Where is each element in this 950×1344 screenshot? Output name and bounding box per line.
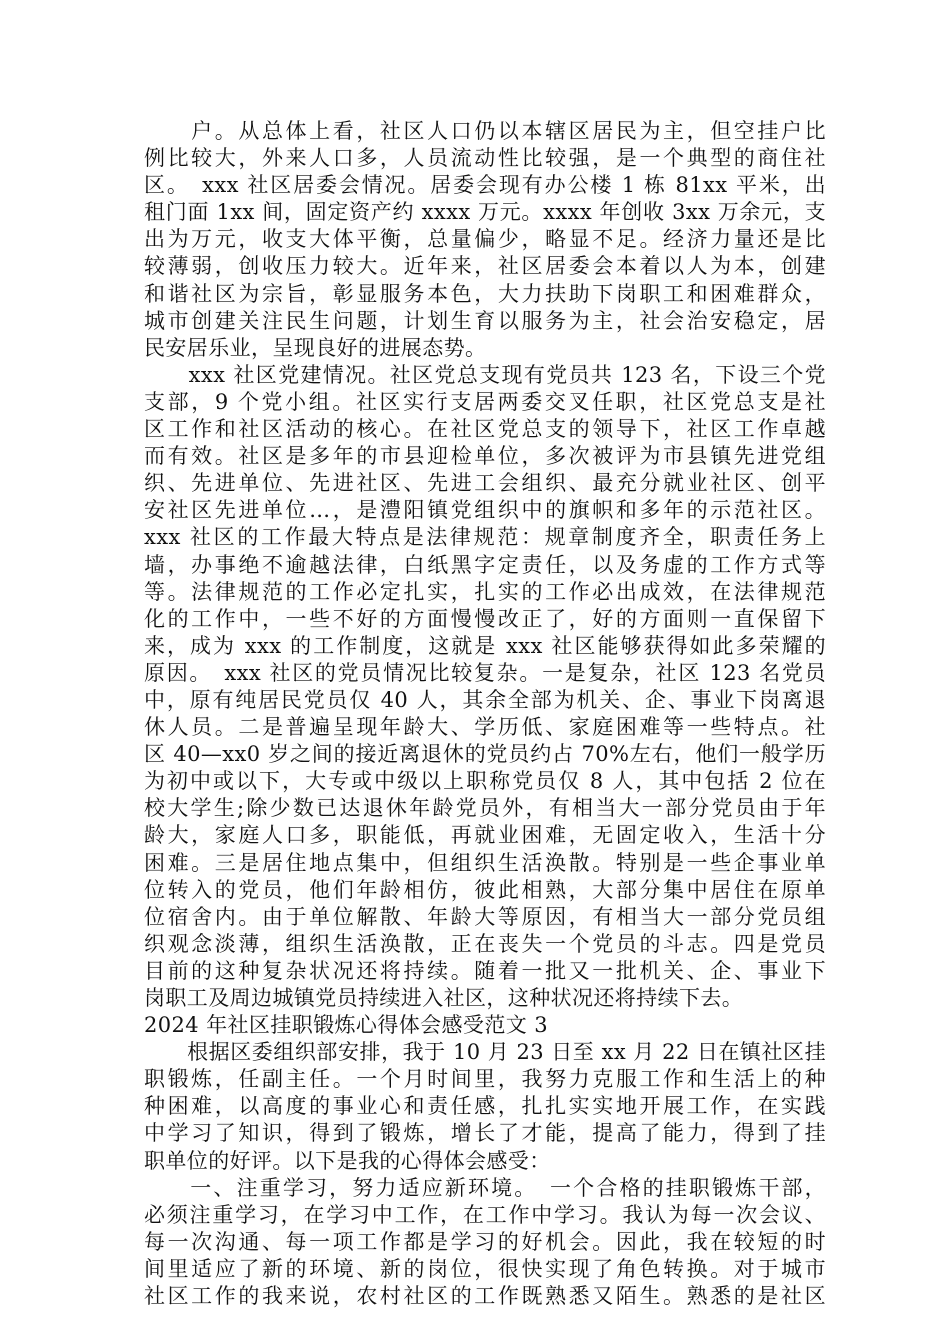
text-line: 和谐社区为宗旨，彰显服务本色，大力扶助下岗职工和困难群众，: [144, 281, 826, 306]
text-line: 墙，办事绝不逾越法律，白纸黑字定责任，以及务虚的工作方式等: [144, 552, 826, 577]
text-line: 种困难，以高度的事业心和责任感，扎扎实实地开展工作，在实践: [144, 1094, 826, 1119]
text-line: 等。法律规范的工作必定扎实，扎实的工作必出成效，在法律规范: [144, 579, 826, 604]
text-line: 区工作和社区活动的核心。在社区党总支的领导下，社区工作卓越: [144, 417, 826, 442]
text-line: 中，原有纯居民党员仅 40 人，其余全部为机关、企、事业下岗离退: [144, 687, 826, 712]
text-line: 安社区先进单位…，是澧阳镇党组织中的旗帜和多年的示范社区。: [144, 498, 826, 523]
text-line: 为初中或以下，大专或中级以上职称党员仅 8 人，其中包括 2 位在: [144, 769, 826, 794]
text-line: 职锻炼，任副主任。一个月时间里，我努力克服工作和生活上的种: [144, 1067, 826, 1092]
text-line: 出为万元，收支大体平衡，总量偏少，略显不足。经济力量还是比: [144, 227, 826, 252]
text-line: 目前的这种复杂状况还将持续。随着一批又一批机关、企、事业下: [144, 958, 826, 983]
text-line: 租门面 1xx 间，固定资产约 xxxx 万元。xxxx 年创收 3xx 万余元，支: [144, 200, 826, 225]
text-line: 较薄弱，创收压力较大。近年来，社区居委会本着以人为本，创建: [144, 254, 826, 279]
text-line: 职单位的好评。以下是我的心得体会感受：: [144, 1148, 551, 1173]
text-line: 必须注重学习，在学习中工作，在工作中学习。我认为每一次会议、: [144, 1202, 826, 1227]
text-line: 根据区委组织部安排，我于 10 月 23 日至 xx 月 22 日在镇社区挂: [144, 1040, 826, 1065]
text-line: 区 40—xx0 岁之间的接近离退休的党员约占 70%左右，他们一般学历: [144, 742, 826, 767]
text-line: 化的工作中，一些不好的方面慢慢改正了，好的方面则一直保留下: [144, 606, 826, 631]
text-line: 每一次沟通、每一项工作都是学习的好机会。因此，我在较短的时: [144, 1229, 826, 1254]
text-line: 位转入的党员，他们年龄相仿，彼此相熟，大部分集中居住在原单: [144, 877, 826, 902]
text-line: 休人员。二是普遍呈现年龄大、学历低、家庭困难等一些特点。社: [144, 715, 826, 740]
text-line: xxx 社区的工作最大特点是法律规范：规章制度齐全，职责任务上: [144, 525, 826, 550]
text-line: 原因。 xxx 社区的党员情况比较复杂。一是复杂，社区 123 名党员: [144, 660, 826, 685]
text-line: 支部，9 个党小组。社区实行支居两委交叉任职，社区党总支是社: [144, 389, 826, 414]
text-line: 2024 年社区挂职锻炼心得体会感受范文 3: [144, 1013, 548, 1038]
text-line: 间里适应了新的环境、新的岗位，很快实现了角色转换。对于城市: [144, 1256, 826, 1281]
text-line: 中学习了知识，得到了锻炼，增长了才能，提高了能力，得到了挂: [144, 1121, 826, 1146]
text-line: 位宿舍内。由于单位解散、年龄大等原因，有相当大一部分党员组: [144, 904, 826, 929]
text-line: xxx 社区党建情况。社区党总支现有党员共 123 名，下设三个党: [144, 362, 826, 387]
text-line: 岗职工及周边城镇党员持续进入社区，这种状况还将持续下去。: [144, 986, 744, 1010]
text-line: 而有效。社区是多年的市县迎检单位，多次被评为市县镇先进党组: [144, 444, 826, 469]
text-line: 困难。三是居住地点集中，但组织生活涣散。特别是一些企事业单: [144, 850, 826, 875]
text-line: 城市创建关注民生问题，计划生育以服务为主，社会治安稳定，居: [144, 308, 826, 333]
text-line: 校大学生;除少数已达退休年龄党员外，有相当大一部分党员由于年: [144, 796, 826, 821]
text-line: 社区工作的我来说，农村社区的工作既熟悉又陌生。熟悉的是社区: [144, 1284, 826, 1309]
text-line: 织观念淡薄，组织生活涣散，正在丧失一个党员的斗志。四是党员: [144, 931, 826, 956]
text-line: 一、注重学习，努力适应新环境。 一个合格的挂职锻炼干部，: [144, 1175, 826, 1200]
text-line: 例比较大，外来人口多，人员流动性比较强，是一个典型的商住社: [144, 146, 826, 171]
text-line: 民安居乐业，呈现良好的进展态势。: [144, 335, 487, 360]
text-line: 户。从总体上看，社区人口仍以本辖区居民为主，但空挂户比: [144, 119, 826, 143]
document-body: [144, 118, 826, 1310]
text-line: 龄大，家庭人口多，职能低，再就业困难，无固定收入，生活十分: [144, 823, 826, 848]
text-line: 织、先进单位、先进社区、先进工会组织、最充分就业社区、创平: [144, 471, 826, 496]
text-line: 来，成为 xxx 的工作制度，这就是 xxx 社区能够获得如此多荣耀的: [144, 633, 826, 658]
text-line: 区。 xxx 社区居委会情况。居委会现有办公楼 1 栋 81xx 平米，出: [144, 173, 826, 198]
